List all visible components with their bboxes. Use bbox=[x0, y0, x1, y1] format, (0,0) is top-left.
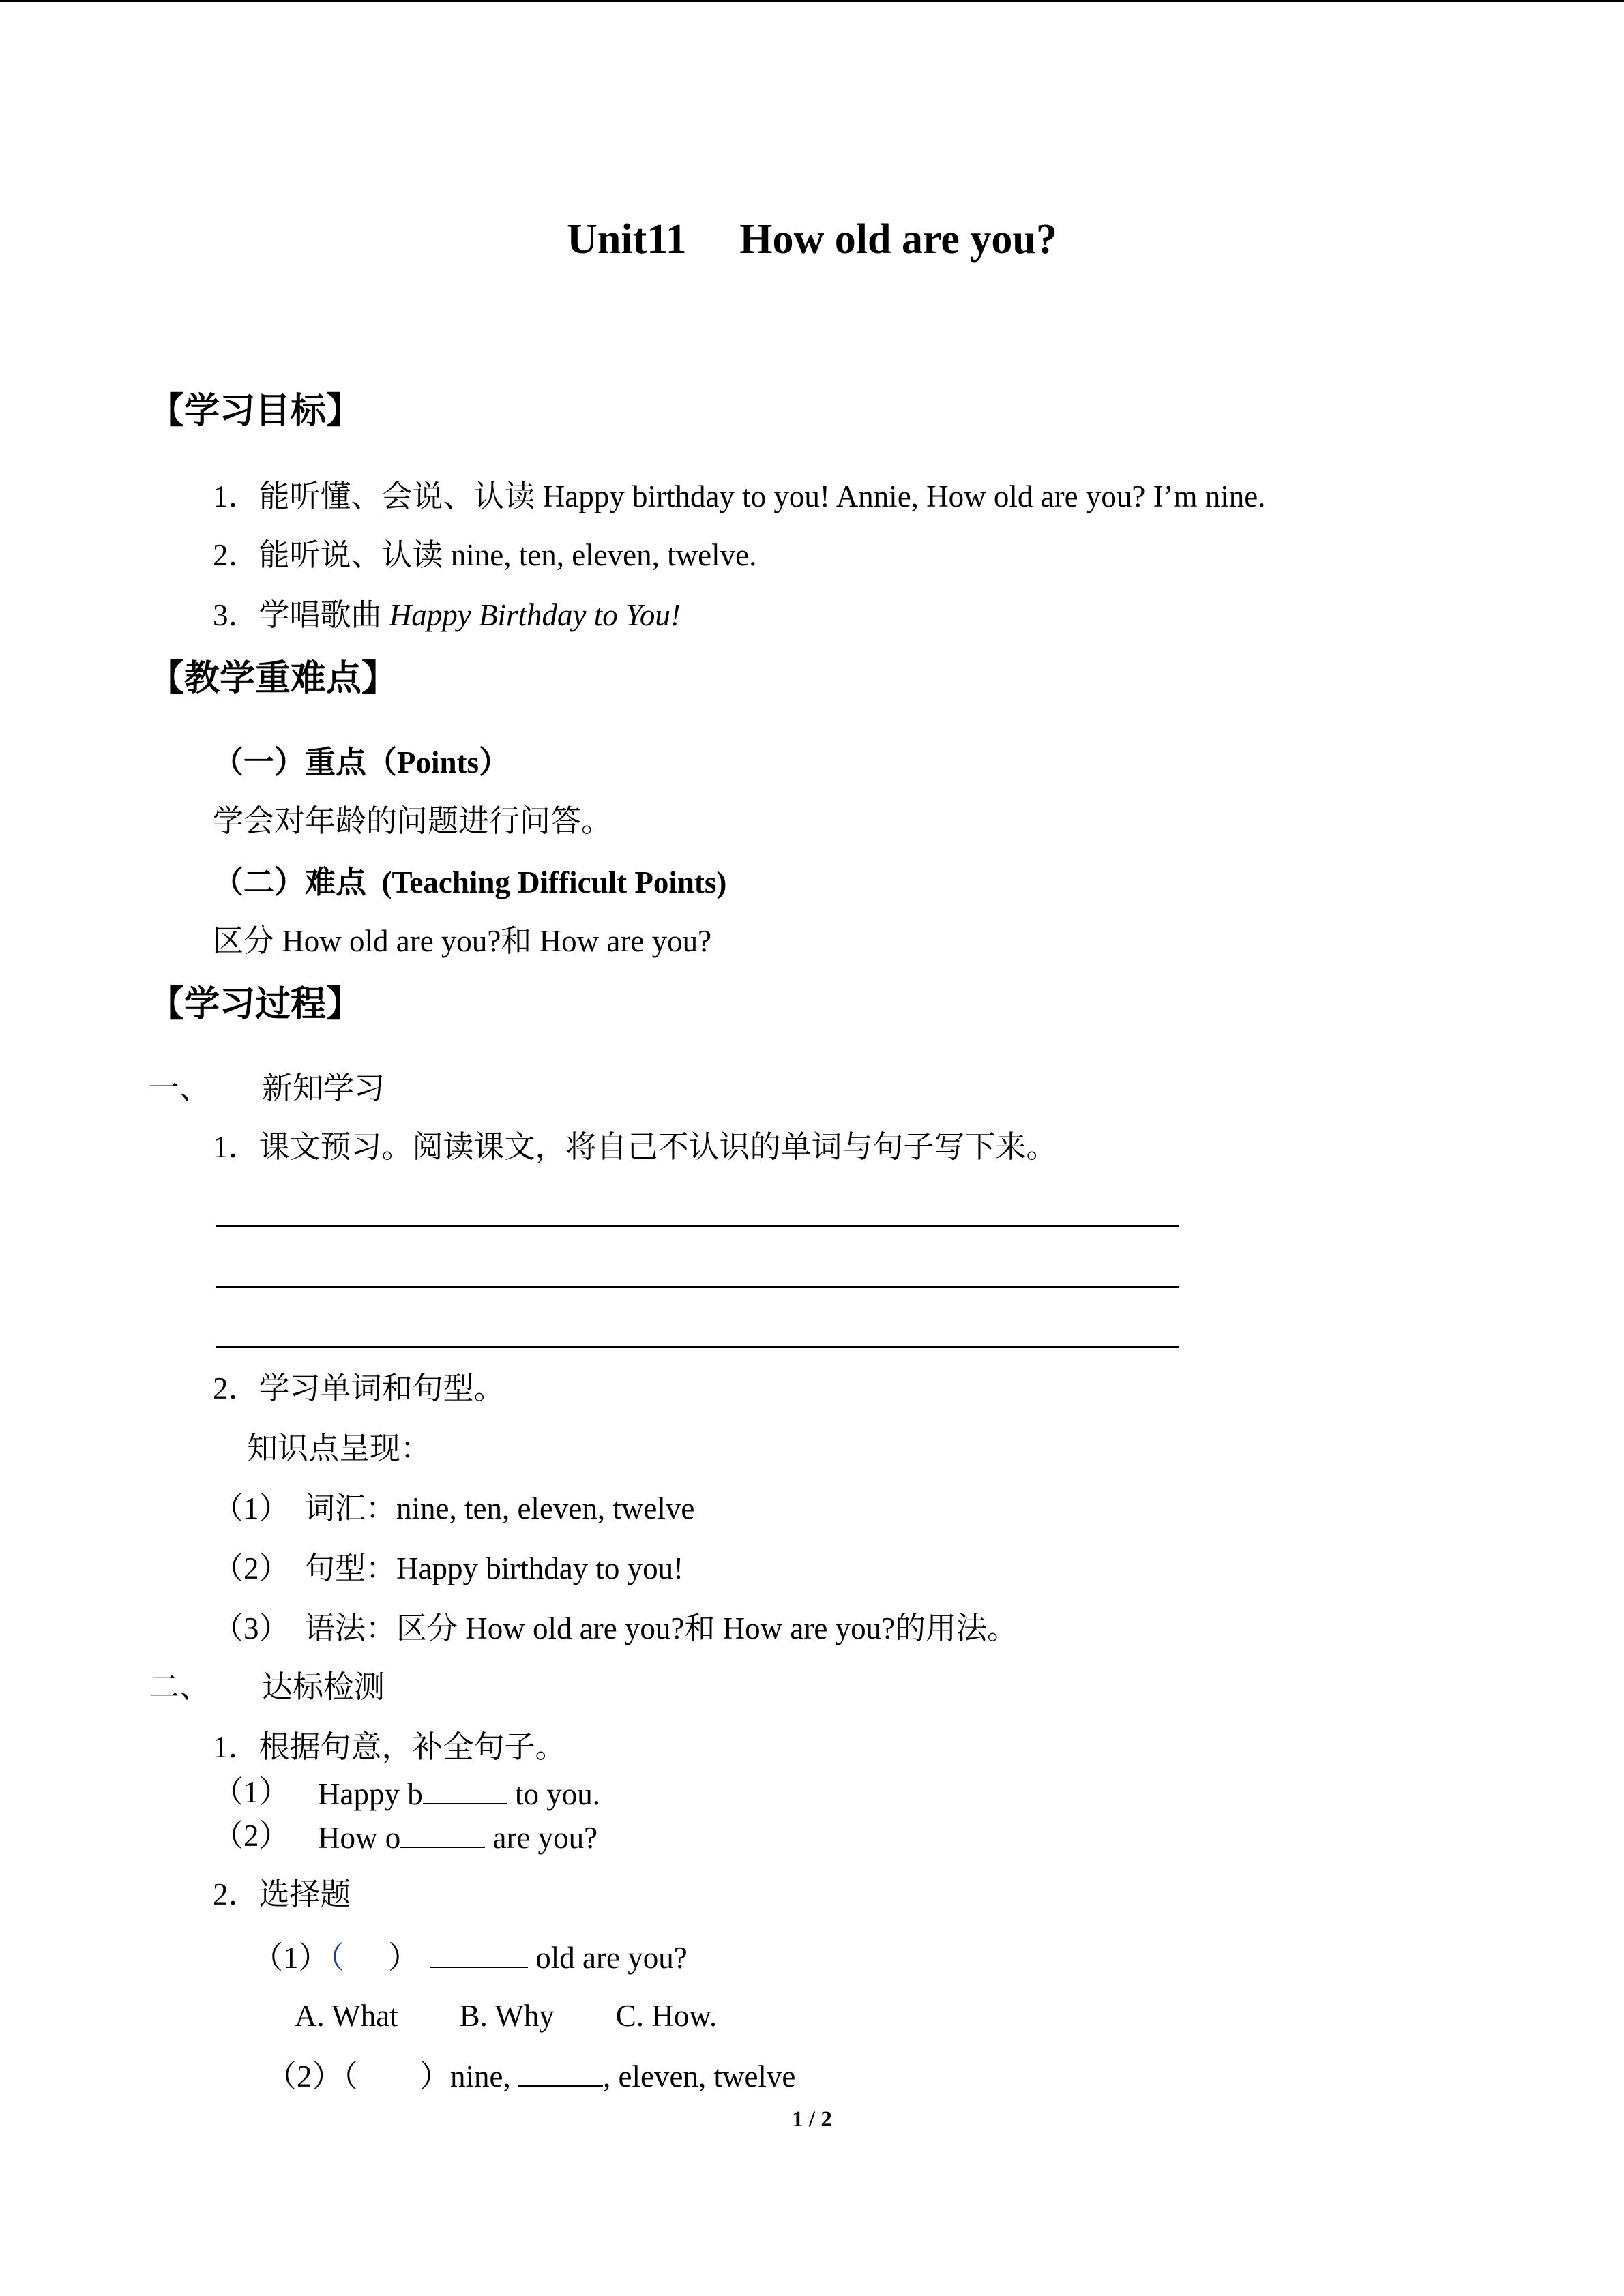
fill-2-blank[interactable] bbox=[400, 1821, 485, 1848]
fill-2-number: （2） bbox=[213, 1819, 290, 1853]
part2-number: 二、 bbox=[149, 1670, 211, 1704]
goal-item-3 bbox=[213, 600, 681, 631]
top-border bbox=[0, 0, 1624, 2]
q2-post: , eleven, twelve bbox=[603, 2059, 796, 2093]
fill-1-number: （1） bbox=[213, 1775, 290, 1809]
part1-task1: 1．课文预习。阅读课文，将自己不认识的单词与句子写下来。 bbox=[213, 1130, 1057, 1164]
part2-task2: 2．选择题 bbox=[213, 1877, 351, 1911]
song-title: Happy Birthday to You! bbox=[389, 598, 681, 632]
fill-2-pre: How o bbox=[318, 1821, 401, 1855]
fill-1-post: to you. bbox=[507, 1777, 600, 1811]
points-label: （一）重点（Points） bbox=[213, 745, 510, 779]
heading-learning-process: 【学习过程】 bbox=[149, 985, 362, 1024]
part1-task2: 2．学习单词和句型。 bbox=[213, 1371, 505, 1405]
goal-item-1: 1．能听懂、会说、认读 Happy birthday to you! Annie, How old are you? I’m nine. bbox=[213, 479, 1266, 513]
writing-line-2 bbox=[216, 1286, 1179, 1288]
fill-1-pre: Happy b bbox=[318, 1777, 423, 1811]
points-text: 学会对年龄的问题进行问答。 bbox=[213, 804, 612, 838]
knowledge-point-3-text: 语法：区分 How old are you?和 How are you?的用法。 bbox=[304, 1611, 1018, 1645]
part2-task1: 1．根据句意，补全句子。 bbox=[213, 1730, 566, 1764]
q2-blank[interactable] bbox=[518, 2059, 603, 2087]
fill-1-blank[interactable] bbox=[423, 1777, 507, 1804]
knowledge-point-1-text: 词汇：nine, ten, eleven, twelve bbox=[304, 1491, 695, 1525]
writing-line-1 bbox=[216, 1225, 1179, 1227]
page-number: 1 / 2 bbox=[792, 2107, 832, 2132]
fill-1 bbox=[318, 1777, 600, 1810]
knowledge-point-2-number: （2） bbox=[213, 1551, 290, 1585]
q2-pre: nine, bbox=[450, 2059, 519, 2093]
heading-key-points: 【教学重难点】 bbox=[149, 659, 398, 698]
q1-blank[interactable] bbox=[430, 1941, 528, 1968]
q1-paren-open: （ bbox=[329, 1941, 345, 1975]
part1-number: 一、 bbox=[149, 1071, 211, 1105]
q1-post: old are you? bbox=[528, 1941, 688, 1975]
document-title: Unit11 How old are you? bbox=[567, 216, 1057, 263]
q1-paren-close: ） bbox=[388, 1941, 419, 1975]
q1-number: （1） bbox=[252, 1941, 329, 1975]
goal-item-3-text: 3．学唱歌曲 bbox=[213, 598, 389, 632]
difficult-points-label: （二）难点 (Teaching Difficult Points) bbox=[213, 865, 727, 899]
knowledge-point-1-number: （1） bbox=[213, 1491, 290, 1525]
part2-title: 达标检测 bbox=[262, 1670, 385, 1704]
q2-number: （2） bbox=[266, 2059, 343, 2093]
writing-line-3 bbox=[216, 1346, 1179, 1348]
q1-options: A. What B. Why C. How. bbox=[295, 1999, 718, 2033]
q2-paren[interactable]: （ ） bbox=[342, 2059, 451, 2093]
fill-2-post: are you? bbox=[485, 1821, 598, 1855]
knowledge-point-2-text: 句型：Happy birthday to you! bbox=[304, 1551, 684, 1585]
knowledge-intro: 知识点呈现： bbox=[247, 1431, 432, 1465]
fill-2 bbox=[318, 1821, 597, 1853]
choice-question-2 bbox=[266, 2059, 795, 2092]
knowledge-point-3-number: （3） bbox=[213, 1611, 290, 1645]
choice-question-1 bbox=[252, 1941, 688, 1973]
goal-item-2: 2．能听说、认读 nine, ten, eleven, twelve. bbox=[213, 538, 757, 572]
part1-title: 新知学习 bbox=[262, 1071, 385, 1105]
heading-learning-goals: 【学习目标】 bbox=[149, 392, 362, 431]
difficult-points-text: 区分 How old are you?和 How are you? bbox=[213, 924, 712, 958]
